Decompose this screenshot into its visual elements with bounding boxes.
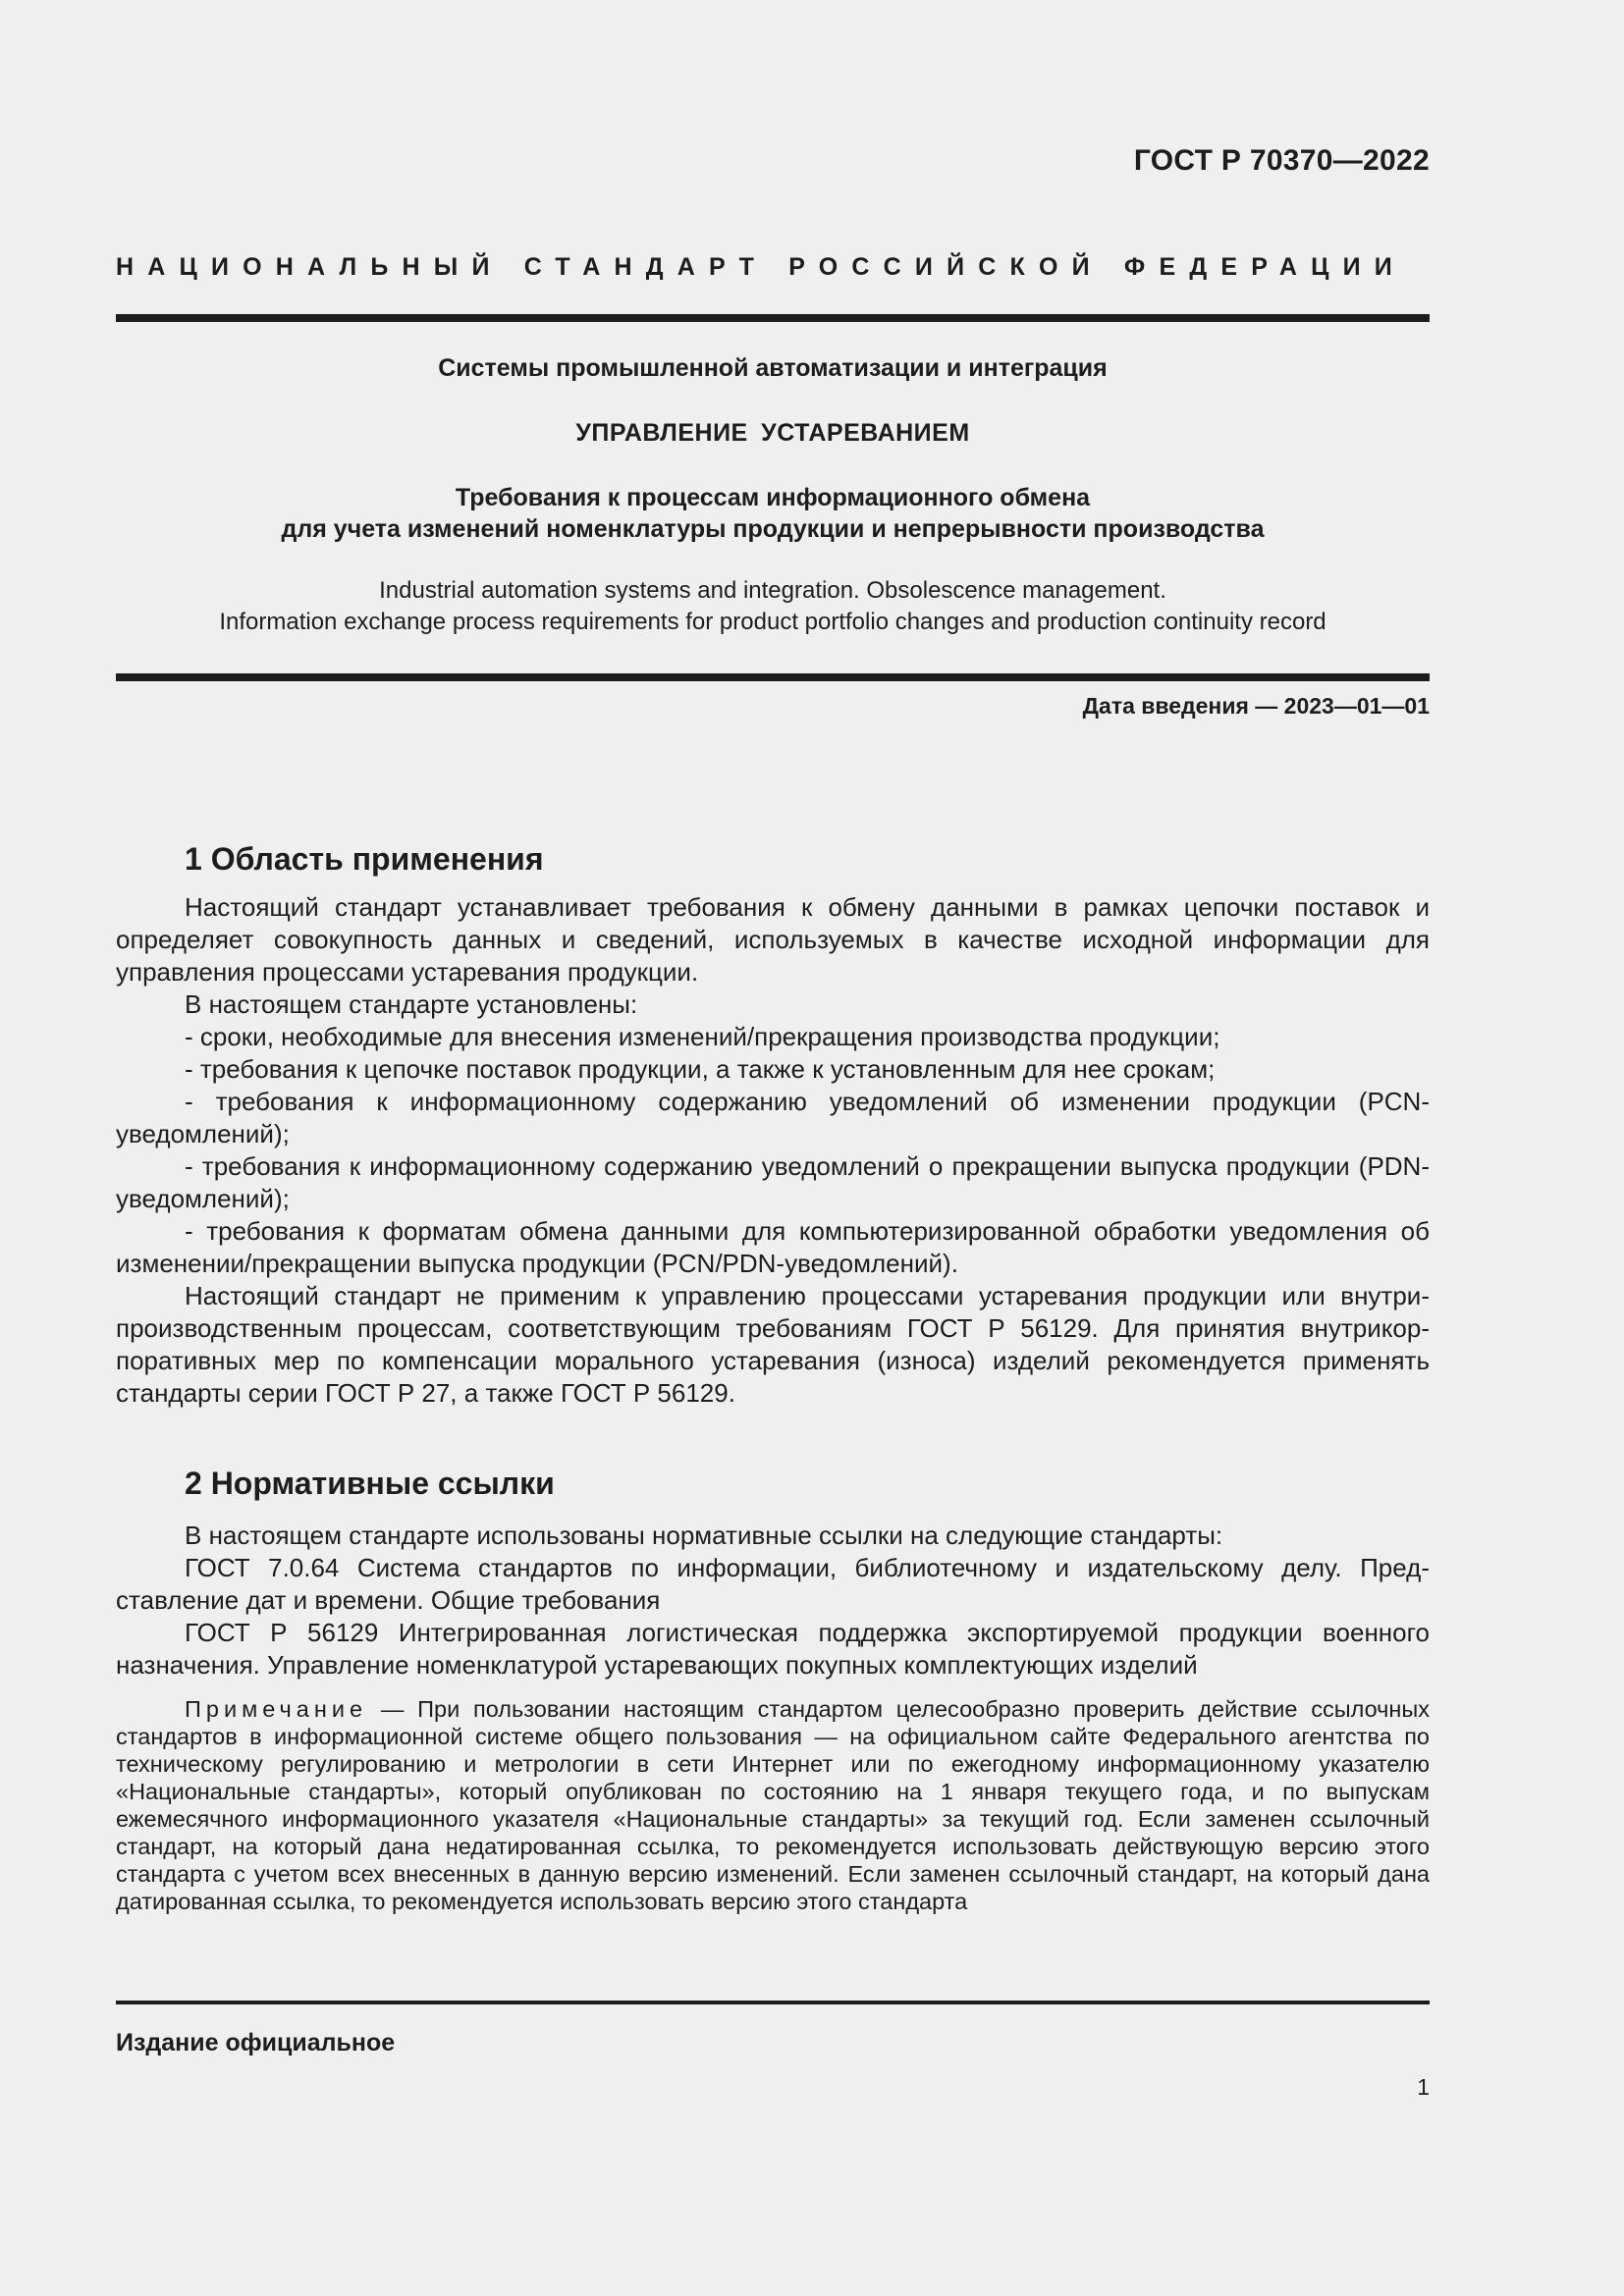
title-bottom-divider — [116, 673, 1430, 681]
note-label: Примечание — [185, 1696, 368, 1722]
note-text: — При пользовании настоящим стандартом целесообразно проверить действие ссылочных стандартов в информационной системе общего пользования — на официальном сайте Федерального агентства по техническому регулированию и метрологии в сети Интернет или по ежегодному информационному указателю «Национальные стандарты», который опубликован по состоянию на 1 января текущего года, и по выпускам ежемесячного информационного указателя «Национальные стандарты» за текущий год. Если заменен ссылочный стандарт, на который дана недатированная ссылка, то рекомендуется использовать действующую версию этого стандарта с учетом всех внесенных в данную версию изменений. Если заменен ссылочный стандарт, на который дана датированная ссылка, то рекомендуется использовать версию этого стандарта — [116, 1696, 1430, 1914]
title-series: Системы промышленной автоматизации и интеграция — [438, 354, 1108, 382]
official-edition-label: Издание официальное — [116, 2029, 396, 2056]
subtitle-line-1: Требования к процессам информационного обмена — [455, 484, 1091, 511]
list-item: - требования к информационному содержанию уведомлений о прекращении выпуска продукции (PDN-уведомлений); — [116, 1151, 1430, 1213]
section-scope — [116, 840, 1430, 1410]
english-title-line-1: Industrial automation systems and integration. Obsolescence management. — [379, 577, 1166, 604]
subtitle-line-2: для учета изменений номенклатуры продукции и непрерывности производства — [281, 515, 1265, 543]
list-item: - требования к информационному содержанию уведомлений об изменении продукции (PCN-уведомлений); — [116, 1087, 1430, 1148]
top-divider — [116, 314, 1430, 322]
section-normative-references — [116, 1465, 1430, 1915]
section-1-heading: 1 Область применения — [185, 841, 544, 877]
document-page — [116, 0, 1430, 2296]
reference-item: ГОСТ 7.0.64 Система стандартов по информации, библиотечному и издательскому делу. Представление дат и времени. Общие требования — [116, 1553, 1430, 1615]
note-paragraph — [116, 1695, 1430, 1915]
national-standard-banner: НАЦИОНАЛЬНЫЙ СТАНДАРТ РОССИЙСКОЙ ФЕДЕРАЦИИ — [116, 253, 1406, 281]
scope-paragraph-1: Настоящий стандарт устанавливает требования к обмену данными в рамках цепочки поставок и определяет совокупность данных и сведений, используемых в качестве исходной информации для управления процессами устаревания продукции. — [116, 892, 1430, 987]
references-intro: В настоящем стандарте использованы нормативные ссылки на следующие стандарты: — [185, 1521, 1223, 1550]
english-title-line-2: Information exchange process requirements for product portfolio changes and production continuity record — [219, 609, 1326, 635]
list-item: - требования к цепочке поставок продукции, а также к установленным для нее срокам; — [185, 1054, 1216, 1084]
scope-paragraph-2: В настоящем стандарте установлены: — [185, 989, 638, 1019]
section-2-heading: 2 Нормативные ссылки — [185, 1466, 555, 1501]
reference-item: ГОСТ Р 56129 Интегрированная логистическая поддержка экспортируемой продукции военного назначения. Управление номенклатурой устаревающих покупных комплектующих изделий — [116, 1618, 1430, 1680]
title-subtitle — [116, 482, 1430, 545]
list-item: - сроки, необходимые для внесения изменений/прекращения производства продукции; — [185, 1022, 1220, 1051]
standard-number: ГОСТ Р 70370—2022 — [1133, 144, 1430, 177]
page-number: 1 — [1417, 2074, 1430, 2100]
introduction-date: Дата введения — 2023—01—01 — [1082, 693, 1430, 719]
footer-divider — [116, 2001, 1430, 2004]
scope-paragraph-3: Настоящий стандарт не применим к управлению процессами устаревания продукции или внутрипроизводственным процессам, соответствующим требованиям ГОСТ Р 56129. Для принятия внутрикорпоративных мер по компенсации морального устаревания (износа) изделий рекомендуется применять стандарты серии ГОСТ Р 27, а также ГОСТ Р 56129. — [116, 1281, 1430, 1408]
title-main: УПРАВЛЕНИЕ УСТАРЕВАНИЕМ — [575, 419, 970, 447]
title-english — [116, 575, 1430, 638]
list-item: - требования к форматам обмена данными для компьютеризированной обработки уведомления об изменении/прекращении выпуска продукции (PCN/PDN-уведомлений). — [116, 1216, 1430, 1278]
